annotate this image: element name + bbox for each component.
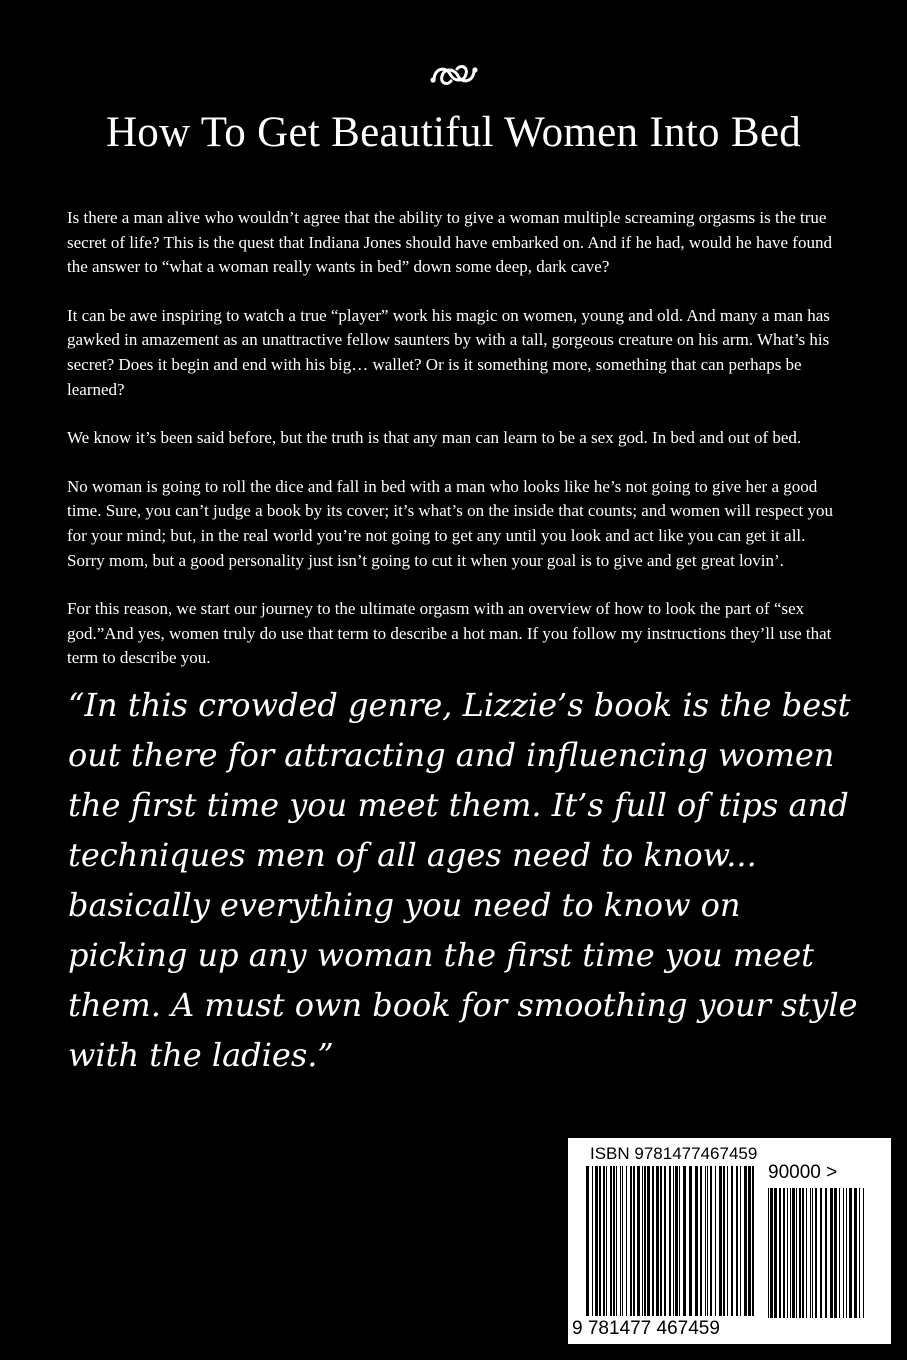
barcode-bars	[586, 1166, 758, 1324]
paragraph: It can be awe inspiring to watch a true “player” work his magic on women, young and old. And many a man has gawked in amazement as an unattractive fellow saunters by with a tall, gorgeous creature on his arm. What’s his secret? Does it begin and end with his big… wallet? Or is it something more, something that can perhaps be learned?	[67, 305, 830, 399]
flourish-ornament-icon	[0, 58, 907, 92]
barcode-bar	[715, 1166, 716, 1316]
barcode-bar	[710, 1166, 712, 1316]
barcode-bar	[790, 1188, 791, 1318]
barcode-bar	[825, 1188, 827, 1318]
barcode-bar	[669, 1166, 671, 1316]
barcode-bar	[707, 1166, 708, 1316]
barcode-bar	[736, 1166, 738, 1316]
paragraph: For this reason, we start our journey to the ultimate orgasm with an overview of how to look the part of “sex god.”And yes, women truly do use that term to describe a hot man. If you follow my instructions they’ll use that term to describe you.	[67, 599, 832, 668]
barcode-bar	[740, 1166, 741, 1316]
barcode-bar	[610, 1166, 612, 1316]
barcode-bar	[630, 1166, 632, 1316]
barcode-bar	[644, 1166, 646, 1316]
barcode-bar	[744, 1166, 747, 1316]
price-barcode-bars	[768, 1188, 868, 1330]
barcode-bar	[622, 1166, 623, 1316]
barcode-bar	[683, 1166, 686, 1316]
book-title: How To Get Beautiful Women Into Bed	[105, 109, 802, 156]
barcode-bar	[592, 1166, 593, 1316]
barcode-bar	[656, 1166, 659, 1316]
barcode-bar	[595, 1166, 598, 1316]
barcode-bar	[779, 1188, 781, 1318]
barcode-bar	[586, 1166, 589, 1316]
barcode-bar	[812, 1188, 813, 1318]
barcode-bar	[846, 1188, 847, 1318]
barcode-bar	[620, 1166, 621, 1316]
barcode-bar	[854, 1188, 857, 1318]
barcode-bar	[748, 1166, 751, 1316]
barcode-bar	[863, 1188, 864, 1318]
barcode-bar	[705, 1166, 706, 1316]
barcode-bar	[637, 1166, 640, 1316]
barcode-bar	[647, 1166, 650, 1316]
barcode-bar	[815, 1188, 817, 1318]
paragraph: We know it’s been said before, but the truth is that any man can learn to be a sex god. In bed and out of bed.	[67, 428, 802, 448]
barcode-bar	[719, 1166, 722, 1316]
barcode-bar	[849, 1188, 852, 1318]
barcode-bar	[613, 1166, 615, 1316]
flourish-ornament-svg	[428, 58, 480, 92]
barcode-bar	[792, 1188, 795, 1318]
barcode-bar	[834, 1188, 837, 1318]
barcode-bar	[642, 1166, 643, 1316]
barcode-bar	[859, 1188, 860, 1318]
price-code: 90000 >	[768, 1162, 838, 1183]
barcode-bar	[652, 1166, 654, 1316]
isbn-label: ISBN 9781477467459	[590, 1144, 758, 1163]
isbn-barcode	[568, 1138, 891, 1344]
barcode-bar	[839, 1188, 840, 1318]
barcode-bar	[843, 1188, 844, 1318]
barcode-bar	[731, 1166, 733, 1316]
barcode-bar	[787, 1188, 788, 1318]
barcode-bar	[806, 1188, 807, 1318]
barcode-bar	[802, 1188, 804, 1318]
barcode-bar	[675, 1166, 678, 1316]
barcode-bar	[796, 1188, 797, 1318]
barcode-bar	[695, 1166, 698, 1316]
barcode-bar	[700, 1166, 702, 1316]
barcode-bar	[810, 1188, 811, 1318]
barcode-bar	[783, 1188, 785, 1318]
barcode-bar	[603, 1166, 605, 1316]
barcode-bar	[727, 1166, 728, 1316]
barcode-bar	[660, 1166, 662, 1316]
barcode-bar	[752, 1166, 754, 1316]
barcode-bar	[768, 1188, 769, 1318]
barcode-digits: 9 781477 467459	[572, 1318, 720, 1339]
paragraph: Is there a man alive who wouldn’t agree that the ability to give a woman multiple screaming orgasms is the true secret of life? This is the quest that Indiana Jones should have embarked on. And if he had, would he have found the answer to “what a woman really wants in bed” down some deep, dark cave?	[67, 208, 832, 277]
barcode-bar	[606, 1166, 607, 1316]
barcode-bar	[633, 1166, 635, 1316]
barcode-bar	[774, 1188, 777, 1318]
barcode-bar	[799, 1188, 801, 1318]
review-quote: “In this crowded genre, Lizzie’s book is the best out there for attracting and influencing women the first time you meet them. It’s full of tips and techniques men of all ages need to know... basically everything you need to know on picking up any woman the first time you meet them. A must own book for smoothing your style with the ladies.”	[68, 686, 858, 1074]
barcode-bar	[673, 1166, 674, 1316]
barcode-bar	[664, 1166, 666, 1316]
barcode-bar	[599, 1166, 601, 1316]
barcode-bar	[770, 1188, 773, 1318]
barcode-bar	[820, 1188, 822, 1318]
barcode-bar	[830, 1188, 833, 1318]
barcode-bar	[616, 1166, 617, 1316]
barcode-bar	[679, 1166, 680, 1316]
paragraph: No woman is going to roll the dice and fall in bed with a man who looks like he’s not going to give her a good time. Sure, you can’t judge a book by its cover; it’s what’s on the inside that counts; and women will respect you for your mind; but, in the real world you’re not going to get any until you look and act like you can get it all. Sorry mom, but a good personality just isn’t going to cut it when your goal is to give and get great lovin’.	[67, 476, 833, 570]
barcode-bar	[723, 1166, 725, 1316]
description-text	[67, 206, 847, 695]
barcode-bar	[689, 1166, 692, 1316]
barcode-bar	[626, 1166, 627, 1316]
